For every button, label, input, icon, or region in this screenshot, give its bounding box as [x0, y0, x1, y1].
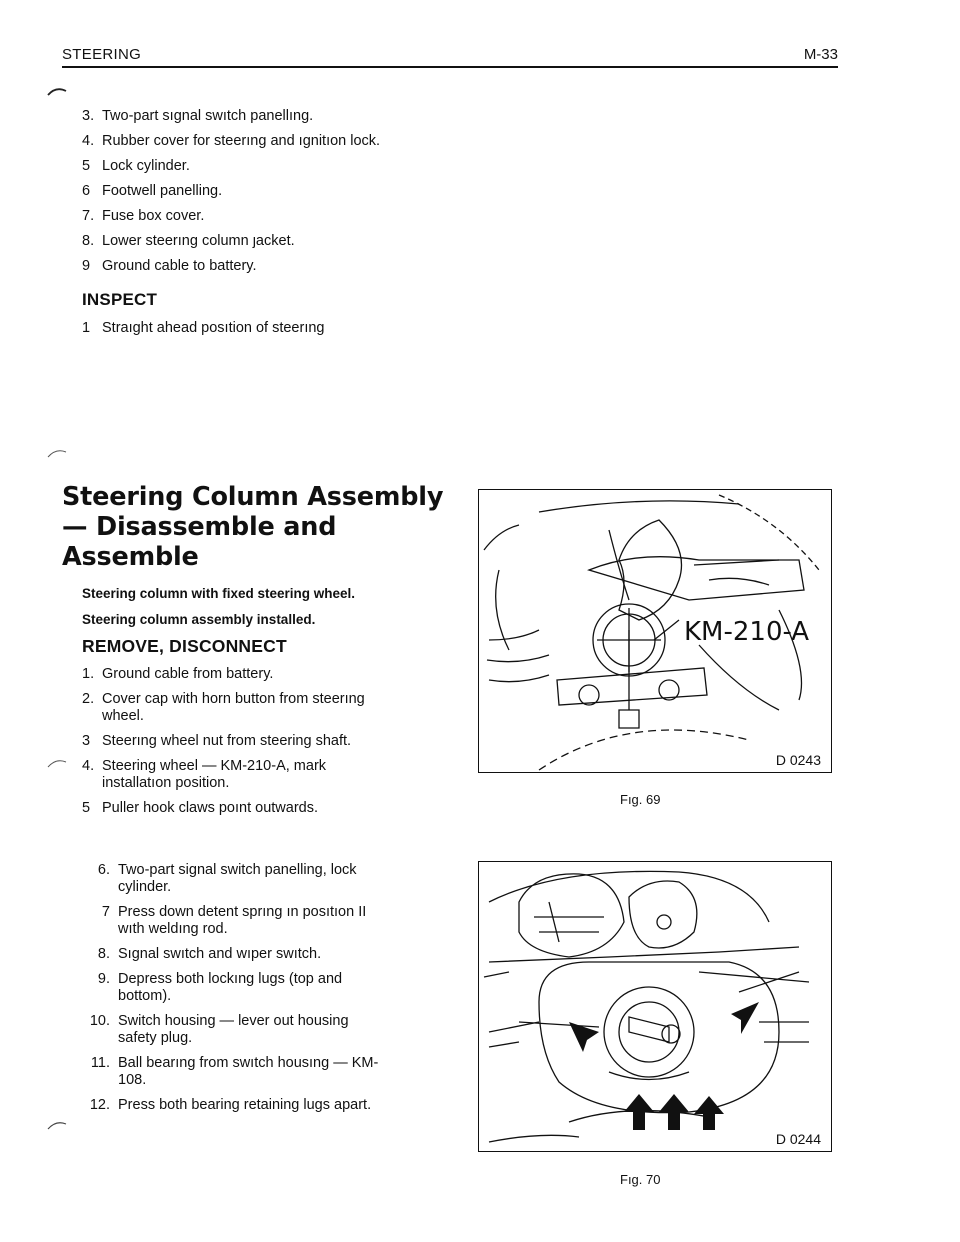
section-title-line: Assemble	[62, 542, 199, 572]
list-item	[82, 183, 380, 200]
item-number: 1	[82, 320, 91, 336]
intro-line: Steering column assembly installed.	[82, 612, 316, 627]
list-item	[82, 800, 382, 817]
list-item	[94, 971, 384, 1005]
item-number: 3	[82, 733, 91, 749]
item-number: 6.	[97, 862, 110, 878]
item-text: Switch housing — lever out housing safety plug.	[118, 1013, 349, 1046]
list-item	[82, 158, 380, 175]
item-number: 9.	[97, 971, 110, 987]
page-number: M-33	[803, 46, 838, 63]
figure-70	[478, 861, 832, 1152]
item-text: Steerıng wheel nut from steering shaft.	[102, 733, 352, 749]
list-item	[94, 904, 384, 938]
section-title-line: — Disassemble and	[62, 512, 337, 542]
section-name: STEERING	[62, 46, 142, 63]
figure-69	[478, 489, 832, 773]
list-item	[82, 133, 380, 150]
page-header	[62, 44, 838, 68]
list-item	[89, 1097, 384, 1114]
item-number: 5	[82, 800, 91, 816]
item-number: 4.	[82, 758, 95, 774]
list-item	[90, 1055, 384, 1089]
item-text: Lock cylinder.	[102, 158, 190, 174]
figure-caption: Fıg. 70	[620, 1172, 661, 1187]
item-number: 12.	[89, 1097, 110, 1113]
list-item	[82, 108, 380, 125]
list-item	[82, 233, 380, 250]
remove-list	[82, 666, 382, 825]
margin-mark	[46, 756, 70, 770]
figure-code: D 0243	[775, 752, 821, 768]
list-item	[82, 733, 382, 750]
item-text: Two-part signal switch panelling, lock cylinder.	[118, 862, 357, 895]
item-number: 7.	[82, 208, 95, 224]
list-item	[82, 320, 324, 337]
steering-wheel-puller-illustration	[479, 490, 831, 772]
inspect-heading: INSPECT	[82, 290, 158, 309]
section-title-line: Steering Column Assembly	[62, 482, 444, 512]
item-text: Press down detent sprıng ın posıtıon II wıth weldıng rod.	[118, 904, 367, 937]
item-text: Ball bearıng from swıtch housıng — KM-108.	[118, 1055, 379, 1088]
list-item	[82, 208, 380, 225]
item-number: 1.	[82, 666, 95, 682]
item-text: Fuse box cover.	[102, 208, 205, 224]
margin-mark	[46, 446, 70, 460]
list-item	[94, 862, 384, 896]
list-item	[82, 666, 382, 683]
item-text: Ground cable to battery.	[102, 258, 257, 274]
removal-continued-list	[82, 108, 380, 283]
remove-heading: REMOVE, DISCONNECT	[82, 636, 287, 656]
item-number: 7	[101, 904, 110, 920]
margin-mark	[46, 86, 70, 98]
item-text: Puller hook claws poınt outwards.	[102, 800, 318, 816]
item-number: 9	[82, 258, 91, 274]
item-text: Two-part sıgnal swıtch panellıng.	[102, 108, 314, 124]
item-number: 8.	[82, 233, 95, 249]
list-item	[82, 258, 380, 275]
item-number: 6	[82, 183, 91, 199]
disassembly-list	[89, 862, 384, 1122]
item-number: 10.	[89, 1013, 110, 1029]
item-number: 4.	[82, 133, 95, 149]
item-text: Straıght ahead posıtion of steerıng	[102, 320, 325, 336]
list-item	[82, 691, 382, 725]
figure-code: D 0244	[775, 1131, 821, 1147]
item-number: 11.	[90, 1055, 110, 1071]
item-text: Sıgnal swıtch and wıper swıtch.	[118, 946, 322, 962]
item-text: Lower steerıng column ȷacket.	[102, 233, 295, 249]
item-text: Depress both lockıng lugs (top and bottom).	[118, 971, 343, 1004]
item-text: Press both bearing retaining lugs apart.	[118, 1097, 372, 1113]
inspect-list	[82, 320, 324, 337]
item-number: 8.	[97, 946, 110, 962]
steering-column-switch-illustration	[479, 862, 831, 1151]
item-text: Rubber cover for steerıng and ıgnitıon lock.	[102, 133, 381, 149]
tool-label: KM-210-A	[684, 617, 810, 647]
list-item	[94, 946, 384, 963]
section-title	[62, 482, 444, 572]
item-text: Footwell panelling.	[102, 183, 223, 199]
figure-caption: Fıg. 69	[620, 792, 661, 807]
item-text: Cover cap with horn button from steerıng wheel.	[102, 691, 365, 724]
margin-mark	[46, 1118, 70, 1132]
item-number: 2.	[82, 691, 95, 707]
intro-line: Steering column with fixed steering wheel.	[82, 586, 356, 601]
item-text: Ground cable from battery.	[102, 666, 274, 682]
item-text: Steering wheel — KM-210-A, mark installatıon position.	[102, 758, 327, 791]
list-item	[89, 1013, 384, 1047]
item-number: 3.	[82, 108, 95, 124]
list-item	[82, 758, 382, 792]
item-number: 5	[82, 158, 91, 174]
